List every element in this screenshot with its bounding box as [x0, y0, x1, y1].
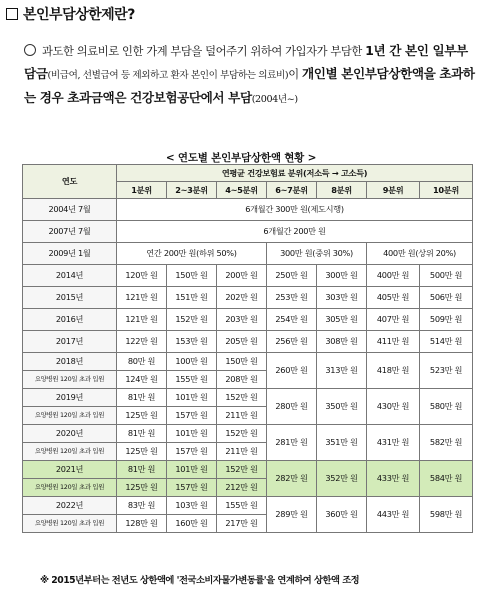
description-paragraph [24, 40, 476, 111]
decile-header: 10분위 [420, 182, 473, 199]
decile-header: 1분위 [117, 182, 167, 199]
value-cell: 81만 원 [117, 461, 167, 479]
year-cell: 2007년 7월 [23, 221, 117, 243]
table-row [23, 199, 473, 221]
value-cell: 582만 원 [420, 425, 473, 461]
value-cell: 350만 원 [317, 389, 367, 425]
value-cell: 400만 원 [367, 265, 420, 287]
para-small-2: (2004년~) [251, 94, 298, 105]
value-cell: 253만 원 [267, 287, 317, 309]
value-cell: 200만 원 [217, 265, 267, 287]
value-cell: 157만 원 [167, 443, 217, 461]
value-cell: 254만 원 [267, 309, 317, 331]
value-cell: 157만 원 [167, 479, 217, 497]
sub-year-cell: 요양병원 120일 초과 입원 [23, 515, 117, 533]
checkbox-square-icon [6, 8, 18, 20]
table-row [23, 331, 473, 353]
value-cell: 121만 원 [117, 309, 167, 331]
value-cell: 411만 원 [367, 331, 420, 353]
value-cell: 217만 원 [217, 515, 267, 533]
para-small-1: (비급여, 선별급여 등 제외하고 환자 본인이 부담하는 의료비) [47, 70, 289, 81]
value-cell: 281만 원 [267, 425, 317, 461]
value-cell: 443만 원 [367, 497, 420, 533]
year-cell: 2009년 1월 [23, 243, 117, 265]
value-cell: 211만 원 [217, 443, 267, 461]
value-cell: 506만 원 [420, 287, 473, 309]
cap-table [22, 164, 473, 533]
value-cell: 101만 원 [167, 461, 217, 479]
table-row [23, 389, 473, 407]
year-cell: 2021년 [23, 461, 117, 479]
value-cell: 300만 원(중위 30%) [267, 243, 367, 265]
value-cell: 289만 원 [267, 497, 317, 533]
table-row [23, 243, 473, 265]
section-heading [6, 4, 135, 24]
value-cell: 155만 원 [217, 497, 267, 515]
decile-header: 8분위 [317, 182, 367, 199]
value-cell: 125만 원 [117, 407, 167, 425]
value-cell: 80만 원 [117, 353, 167, 371]
value-cell: 120만 원 [117, 265, 167, 287]
year-cell: 2004년 7월 [23, 199, 117, 221]
sub-year-cell: 요양병원 120일 초과 입원 [23, 407, 117, 425]
value-cell: 6개월간 200만 원 [117, 221, 473, 243]
value-cell: 150만 원 [167, 265, 217, 287]
para-text-1: 과도한 의료비로 인한 가계 부담을 덜어주기 위하여 가입자가 부담한 [42, 45, 366, 58]
value-cell: 211만 원 [217, 407, 267, 425]
value-cell: 152만 원 [217, 425, 267, 443]
table-row [23, 461, 473, 479]
value-cell: 125만 원 [117, 443, 167, 461]
year-cell: 2022년 [23, 497, 117, 515]
value-cell: 202만 원 [217, 287, 267, 309]
value-cell: 150만 원 [217, 353, 267, 371]
value-cell: 500만 원 [420, 265, 473, 287]
value-cell: 128만 원 [117, 515, 167, 533]
para-bold-1: 1년 간 본인 일부부담금 [24, 43, 468, 81]
value-cell: 155만 원 [167, 371, 217, 389]
value-cell: 203만 원 [217, 309, 267, 331]
table-row [23, 221, 473, 243]
year-cell: 2014년 [23, 265, 117, 287]
value-cell: 157만 원 [167, 407, 217, 425]
year-cell: 2017년 [23, 331, 117, 353]
value-cell: 405만 원 [367, 287, 420, 309]
value-cell: 300만 원 [317, 265, 367, 287]
value-cell: 152만 원 [217, 389, 267, 407]
value-cell: 121만 원 [117, 287, 167, 309]
value-cell: 584만 원 [420, 461, 473, 497]
value-cell: 303만 원 [317, 287, 367, 309]
year-cell: 2015년 [23, 287, 117, 309]
value-cell: 400만 원(상위 20%) [367, 243, 473, 265]
para-text-2: 이 [288, 68, 302, 81]
value-cell: 280만 원 [267, 389, 317, 425]
value-cell: 305만 원 [317, 309, 367, 331]
value-cell: 282만 원 [267, 461, 317, 497]
value-cell: 152만 원 [217, 461, 267, 479]
para-bold-2: 개인별 본인부담상한액을 초과하는 경우 초과금액은 건강보험공단에서 부담 [24, 66, 475, 105]
value-cell: 351만 원 [317, 425, 367, 461]
sub-year-cell: 요양병원 120일 초과 입원 [23, 479, 117, 497]
table-row [23, 425, 473, 443]
year-cell: 2020년 [23, 425, 117, 443]
decile-group-header: 연평균 건강보험료 분위(저소득 → 고소득) [117, 165, 473, 182]
table-row [23, 353, 473, 371]
decile-header: 4~5분위 [217, 182, 267, 199]
table-row [23, 497, 473, 515]
value-cell: 125만 원 [117, 479, 167, 497]
year-cell: 2018년 [23, 353, 117, 371]
value-cell: 433만 원 [367, 461, 420, 497]
value-cell: 153만 원 [167, 331, 217, 353]
value-cell: 6개월간 300만 원(제도시행) [117, 199, 473, 221]
value-cell: 100만 원 [167, 353, 217, 371]
value-cell: 83만 원 [117, 497, 167, 515]
value-cell: 430만 원 [367, 389, 420, 425]
decile-header: 2~3분위 [167, 182, 217, 199]
value-cell: 101만 원 [167, 425, 217, 443]
value-cell: 514만 원 [420, 331, 473, 353]
value-cell: 81만 원 [117, 425, 167, 443]
decile-header: 9분위 [367, 182, 420, 199]
value-cell: 103만 원 [167, 497, 217, 515]
decile-header: 6~7분위 [267, 182, 317, 199]
year-header: 연도 [23, 165, 117, 199]
value-cell: 연간 200만 원(하위 50%) [117, 243, 267, 265]
value-cell: 124만 원 [117, 371, 167, 389]
value-cell: 260만 원 [267, 353, 317, 389]
table-row [23, 265, 473, 287]
heading-text: 본인부담상한제란? [23, 7, 135, 23]
circle-bullet-icon [24, 44, 36, 56]
value-cell: 431만 원 [367, 425, 420, 461]
value-cell: 151만 원 [167, 287, 217, 309]
value-cell: 352만 원 [317, 461, 367, 497]
value-cell: 308만 원 [317, 331, 367, 353]
value-cell: 212만 원 [217, 479, 267, 497]
value-cell: 509만 원 [420, 309, 473, 331]
value-cell: 256만 원 [267, 331, 317, 353]
year-cell: 2016년 [23, 309, 117, 331]
value-cell: 208만 원 [217, 371, 267, 389]
sub-year-cell: 요양병원 120일 초과 입원 [23, 371, 117, 389]
value-cell: 122만 원 [117, 331, 167, 353]
value-cell: 101만 원 [167, 389, 217, 407]
year-cell: 2019년 [23, 389, 117, 407]
value-cell: 160만 원 [167, 515, 217, 533]
value-cell: 407만 원 [367, 309, 420, 331]
footnote: ※ 2015년부터는 전년도 상한액에 '전국소비자물가변동률'을 연계하여 상한액 조정 [40, 575, 360, 586]
value-cell: 580만 원 [420, 389, 473, 425]
value-cell: 250만 원 [267, 265, 317, 287]
value-cell: 523만 원 [420, 353, 473, 389]
table-caption: < 연도별 본인부담상한액 현황 > [165, 152, 317, 164]
value-cell: 598만 원 [420, 497, 473, 533]
table-row [23, 309, 473, 331]
value-cell: 360만 원 [317, 497, 367, 533]
value-cell: 313만 원 [317, 353, 367, 389]
value-cell: 205만 원 [217, 331, 267, 353]
value-cell: 81만 원 [117, 389, 167, 407]
value-cell: 418만 원 [367, 353, 420, 389]
sub-year-cell: 요양병원 120일 초과 입원 [23, 443, 117, 461]
table-row [23, 287, 473, 309]
value-cell: 152만 원 [167, 309, 217, 331]
